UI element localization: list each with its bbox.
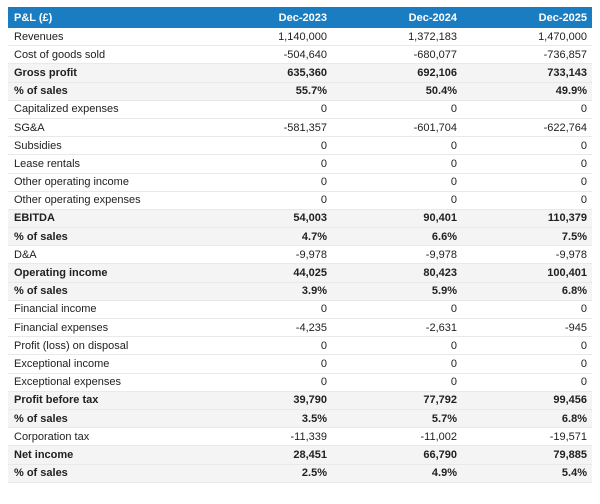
- row-value: 6.8%: [462, 282, 592, 300]
- row-label: D&A: [8, 246, 202, 264]
- row-value: 99,456: [462, 391, 592, 409]
- table-row: [8, 409, 592, 427]
- row-value: 54,003: [202, 209, 332, 227]
- table-row: [8, 191, 592, 209]
- row-value: 0: [332, 100, 462, 118]
- table-row: [8, 264, 592, 282]
- row-value: 0: [202, 337, 332, 355]
- row-value: 0: [202, 355, 332, 373]
- row-value: 4.9%: [332, 464, 462, 482]
- column-header-dec-2024: Dec-2024: [332, 7, 462, 28]
- row-label: Subsidies: [8, 137, 202, 155]
- table-row: [8, 82, 592, 100]
- row-label: Other operating income: [8, 173, 202, 191]
- row-value: 77,792: [332, 391, 462, 409]
- table-body: [8, 28, 592, 482]
- table-row: [8, 428, 592, 446]
- row-value: 39,790: [202, 391, 332, 409]
- row-value: -736,857: [462, 46, 592, 64]
- row-value: 100,401: [462, 264, 592, 282]
- row-value: -9,978: [462, 246, 592, 264]
- table-row: [8, 137, 592, 155]
- row-value: 0: [332, 137, 462, 155]
- row-label: Exceptional expenses: [8, 373, 202, 391]
- row-value: -4,235: [202, 319, 332, 337]
- row-value: 692,106: [332, 64, 462, 82]
- row-value: 0: [332, 155, 462, 173]
- row-value: 0: [202, 173, 332, 191]
- row-value: 2.5%: [202, 464, 332, 482]
- row-value: 0: [332, 300, 462, 318]
- table-row: [8, 28, 592, 46]
- row-value: 0: [202, 373, 332, 391]
- table-row: [8, 228, 592, 246]
- table-row: [8, 64, 592, 82]
- row-label: Revenues: [8, 28, 202, 46]
- row-value: 80,423: [332, 264, 462, 282]
- table-row: [8, 391, 592, 409]
- row-value: 0: [462, 155, 592, 173]
- row-value: 0: [202, 137, 332, 155]
- row-value: 0: [462, 373, 592, 391]
- table-title: P&L (£): [8, 7, 202, 28]
- row-label: Exceptional income: [8, 355, 202, 373]
- row-value: 110,379: [462, 209, 592, 227]
- row-value: 44,025: [202, 264, 332, 282]
- row-value: 0: [332, 373, 462, 391]
- row-label: % of sales: [8, 409, 202, 427]
- row-label: Corporation tax: [8, 428, 202, 446]
- table-row: [8, 300, 592, 318]
- row-label: Lease rentals: [8, 155, 202, 173]
- row-value: -2,631: [332, 319, 462, 337]
- row-value: 4.7%: [202, 228, 332, 246]
- row-value: 0: [202, 191, 332, 209]
- row-value: -11,339: [202, 428, 332, 446]
- table-row: [8, 46, 592, 64]
- table-row: [8, 373, 592, 391]
- column-header-dec-2025: Dec-2025: [462, 7, 592, 28]
- row-value: 28,451: [202, 446, 332, 464]
- row-value: 5.7%: [332, 409, 462, 427]
- row-value: 0: [462, 173, 592, 191]
- pnl-statement-page: [0, 7, 600, 504]
- pnl-table: [8, 7, 592, 483]
- row-value: -601,704: [332, 118, 462, 136]
- row-value: 1,372,183: [332, 28, 462, 46]
- row-label: % of sales: [8, 228, 202, 246]
- row-label: Financial expenses: [8, 319, 202, 337]
- table-row: [8, 173, 592, 191]
- row-value: -581,357: [202, 118, 332, 136]
- row-value: 3.9%: [202, 282, 332, 300]
- table-row: [8, 464, 592, 482]
- row-value: 0: [462, 137, 592, 155]
- row-label: Capitalized expenses: [8, 100, 202, 118]
- row-label: Net income: [8, 446, 202, 464]
- table-row: [8, 209, 592, 227]
- row-label: % of sales: [8, 82, 202, 100]
- table-row: [8, 246, 592, 264]
- row-value: -11,002: [332, 428, 462, 446]
- table-row: [8, 100, 592, 118]
- row-label: Gross profit: [8, 64, 202, 82]
- row-value: 50.4%: [332, 82, 462, 100]
- table-row: [8, 118, 592, 136]
- table-row: [8, 355, 592, 373]
- row-value: 6.8%: [462, 409, 592, 427]
- row-value: 0: [462, 355, 592, 373]
- row-value: -9,978: [202, 246, 332, 264]
- row-label: Other operating expenses: [8, 191, 202, 209]
- row-value: 49.9%: [462, 82, 592, 100]
- row-value: 79,885: [462, 446, 592, 464]
- row-value: 0: [462, 337, 592, 355]
- row-label: Cost of goods sold: [8, 46, 202, 64]
- row-value: 7.5%: [462, 228, 592, 246]
- row-value: 6.6%: [332, 228, 462, 246]
- row-label: SG&A: [8, 118, 202, 136]
- row-value: 0: [462, 300, 592, 318]
- row-value: -19,571: [462, 428, 592, 446]
- row-value: 0: [202, 100, 332, 118]
- table-row: [8, 446, 592, 464]
- row-value: -945: [462, 319, 592, 337]
- row-value: 0: [332, 337, 462, 355]
- row-label: % of sales: [8, 282, 202, 300]
- header-row: [8, 7, 592, 28]
- row-value: -9,978: [332, 246, 462, 264]
- row-label: Profit (loss) on disposal: [8, 337, 202, 355]
- row-value: -680,077: [332, 46, 462, 64]
- row-value: 1,140,000: [202, 28, 332, 46]
- row-value: 66,790: [332, 446, 462, 464]
- row-value: 635,360: [202, 64, 332, 82]
- row-label: % of sales: [8, 464, 202, 482]
- row-value: 5.4%: [462, 464, 592, 482]
- table-row: [8, 319, 592, 337]
- row-value: 0: [332, 355, 462, 373]
- row-value: 0: [462, 191, 592, 209]
- row-value: 5.9%: [332, 282, 462, 300]
- row-value: 0: [332, 191, 462, 209]
- row-value: -622,764: [462, 118, 592, 136]
- table-row: [8, 155, 592, 173]
- row-label: Financial income: [8, 300, 202, 318]
- row-label: EBITDA: [8, 209, 202, 227]
- row-value: 0: [332, 173, 462, 191]
- row-value: 0: [202, 155, 332, 173]
- table-header: [8, 7, 592, 28]
- column-header-dec-2023: Dec-2023: [202, 7, 332, 28]
- row-value: 733,143: [462, 64, 592, 82]
- row-value: 55.7%: [202, 82, 332, 100]
- row-label: Operating income: [8, 264, 202, 282]
- row-value: 0: [202, 300, 332, 318]
- row-value: 0: [462, 100, 592, 118]
- row-value: 1,470,000: [462, 28, 592, 46]
- row-label: Profit before tax: [8, 391, 202, 409]
- row-value: -504,640: [202, 46, 332, 64]
- table-row: [8, 282, 592, 300]
- row-value: 3.5%: [202, 409, 332, 427]
- table-row: [8, 337, 592, 355]
- row-value: 90,401: [332, 209, 462, 227]
